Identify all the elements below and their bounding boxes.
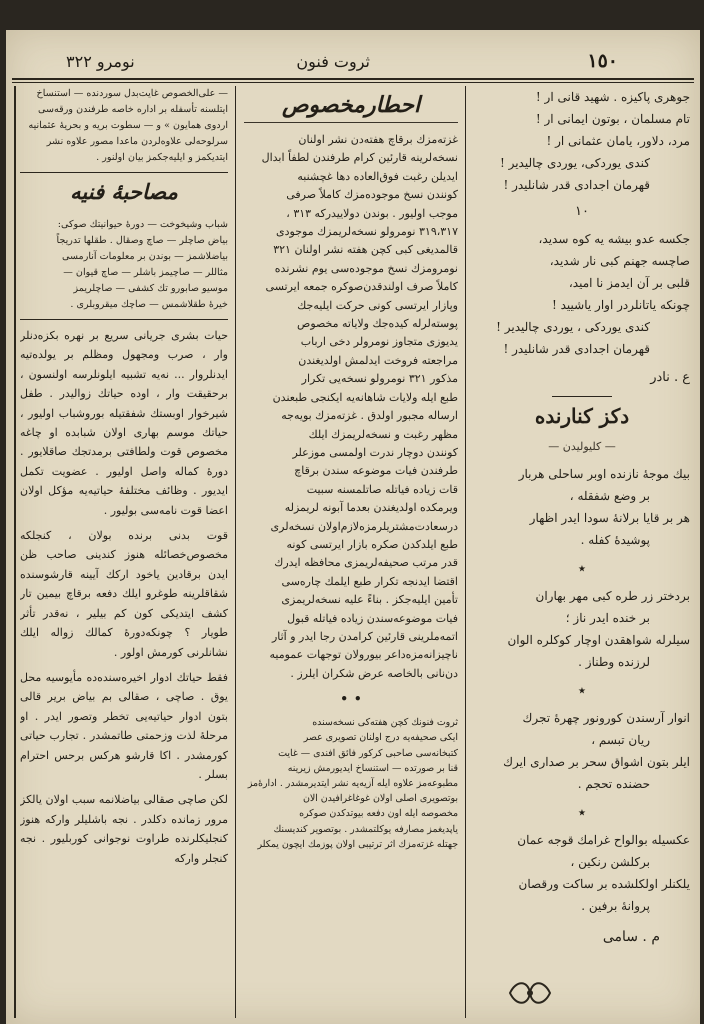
text-line: دن‌نانی بالخاصه عرض شکران ایلرز .	[290, 666, 458, 680]
text-line: موسیو صابورو تك کشفی — صاچلریمز	[73, 283, 228, 294]
verse-line: بردختر زر طره کبی مهر بهاران	[535, 589, 690, 603]
verse-line: قلبی بر آن ایدمز نا امید،	[568, 276, 690, 290]
text-line: قات زیاده فیاتله صاتلمسنه سبیت	[306, 482, 458, 496]
stanza-separator: ٭	[577, 681, 587, 699]
text-line: بوتصویری اصلی اولان غوغا‌غرافیدن الان	[302, 793, 458, 805]
verse-line: سیلرله شواهقدن اوچار کوکلره الوان	[507, 633, 690, 647]
author-note: ع . نادر	[650, 370, 690, 385]
stanza-separator: ٭	[577, 559, 587, 577]
text-line: فیات موضوعه‌سندن زیاده فیاتله قبول	[287, 611, 458, 625]
header-rule-thin	[12, 82, 694, 83]
text-line: ثروت فنونك کچن هفته‌کی نسخه‌سنده	[312, 717, 458, 729]
stanza-number: ١٠	[575, 204, 589, 219]
second-poem-subtitle: — کلیولیدن —	[548, 440, 616, 453]
text-line: ایدیلن رغبت فوق‌العاده دها غچشنبه	[297, 169, 458, 183]
section-separator: • •	[339, 690, 363, 709]
paragraph: فقط حیاتك ادوار اخیره‌سنده‌ده مأیوسیه محل یوق . صاچی ، صقالی بم بیاض بریر قالی بتون ادوار حیاتیه‌یی تخطر وتصور ایدر . او مرحلهٔ لذت وزحمتی طاتمشدر . تجارب حیاتی کورمشدر . اکا قارشو هرکس برحس احترام بسلر .	[20, 670, 228, 781]
paragraph: لکن صاچی صقالی بیاضلانمه سبب اولان یالکز مرور زمانده دکلدر . نجه باشلیلر وارکه هنوز کنجلیکلرنده طراوت نوجوانی کوربلیور . نجه کنجلر وارکه	[20, 793, 228, 865]
text-line: ناچیزانه‌مزه‌داعر بیورولان توجهات عمومیه	[269, 648, 458, 662]
text-line: ارساله مجبور اولدق . غزته‌مزك بو‌یه‌جه	[281, 409, 458, 423]
verse-line: ریان تبسم ،	[591, 733, 650, 747]
verse-line: یلکنلر اولکلشده بر ساکت ورقصان	[518, 877, 690, 891]
text-line: قالمدیغی کبی کچن هفته نشر اولنان ۳۲۱	[273, 243, 458, 257]
section-rule	[20, 172, 228, 173]
second-poem-title: دکز کنارنده	[534, 404, 630, 428]
text-line: وپازار ایرتسی کونی حرکت ایلیه‌جك	[297, 298, 458, 312]
verse-line: مرد، دلاور، یامان عثمانی ار !	[546, 134, 690, 148]
paragraph: حیات بشری جریانی سریع بر نهره بکزه‌دنلر وار ، صرب ومجهول ومظلم بر یولده‌تیه ایدنلروار ... نه‌یه تشبیه ایلونلرسه اولنسون ، برحقیقت وار ، اوده حیاتك زوالیدر . طفل شیرخوار اوبستك شفقتیله بوروشباب اولیور ، حیاتك موسم بهاری اولان شبابده او چاغه مخصوص قوت ولطافتی برمدتجك صاقلایور . دورهٔ کماله واصل اولیور . عضویت تکمل ایدیور . وظائف مختلفهٔ حیاتیه‌یه مؤکل اولان اعضا قوت نامه‌سی بولیور .	[20, 329, 228, 517]
page-edge-rule	[14, 86, 16, 1018]
verse-line: تام مسلمان ، بوتون ایمانی ار !	[535, 112, 690, 126]
text-line: قنا بر صورتده — استنساخ ایدیورمش زیرینه	[287, 762, 458, 774]
text-line: ایتلسنه تأسفله بر اداره خاصه طرفندن ورقه‌سی	[38, 104, 228, 115]
top-fragment	[20, 86, 228, 166]
text-line: درسعادت‌مشتریلرمزه‌لازم‌اولان نسخه‌لری	[270, 519, 458, 533]
notice-title: احطارمخصوص	[244, 92, 458, 123]
article-body	[20, 326, 228, 868]
verse-line: بیك موجهٔ نازنده اوبر ساحلی هربار	[518, 467, 690, 481]
middle-column	[244, 86, 458, 1016]
text-line: قدر مرتب صحیفه‌لریمزی محافظه ایدرك	[274, 556, 458, 570]
text-line: مخصوصه ایله اون دفعه بیوتدکدن صوکره	[299, 808, 458, 820]
contents-summary	[20, 217, 228, 313]
notice-body	[244, 131, 458, 683]
verse-line: بر وضع شفقله ،	[569, 489, 650, 503]
verse-line: کندی یوردکی، یوردی چالیدیر !	[499, 156, 650, 170]
verse-line: کندی یوردکی ، یوردی چالیدیر !	[496, 320, 650, 334]
text-line: طبع ایله ولایات شاهانه‌یه ایکنجی طبعندن	[272, 390, 458, 404]
note-block	[244, 715, 458, 852]
signature: م . سامی	[602, 929, 660, 945]
text-line: بیاضلاشمز — بوندن بر معلومات آنارمسی	[62, 251, 228, 262]
text-line: اقتضا ایدنجه تکرار طبع ایلمك چاره‌سی	[281, 574, 458, 588]
right-column	[474, 86, 690, 1016]
text-line: طرفندن فیات موضوعه سندن برقاچ	[294, 464, 458, 478]
text-line: غزته‌مزك برقاچ هفته‌دن نشر اولنان	[298, 133, 458, 146]
verse-line: بر خنده ایدر ناز ؛	[565, 611, 650, 625]
text-line: نومرومزك نسخ موجوده‌سی یوم نشرنده	[274, 261, 458, 275]
text-line: کونندن دوچار ندرت اولمسی موزعلر	[292, 445, 458, 459]
text-line: کتبخانه‌سی صاحبی کرکور فائق افندی — غایت	[278, 747, 458, 759]
text-line: ایتدیکمز و ایلیه‌جکمز بیان اولنور .	[96, 152, 228, 163]
verse-line: قهرمان اجدادی قدر شانلیدر !	[503, 178, 650, 192]
section-rule	[552, 396, 612, 397]
text-line: ياپدیغمز مصارفه یوکلتمشدر . بوتصویر کندیسنك	[273, 823, 458, 835]
column-divider-left	[235, 86, 236, 1018]
poem-top	[474, 86, 690, 196]
verse-line: چونکه یاتانلردر اوار یاشیید !	[551, 298, 690, 312]
verse-line: جوهری پاکیزه . شهید قانی ار !	[535, 90, 690, 104]
verse-line: ایلر بتون اشواق سحر بر صداری ایرك	[503, 755, 690, 769]
text-line: اتمه‌ملرینی قارئین کرامدن رجا ایدر و آثار	[271, 629, 458, 643]
verse-line: پروانهٔ برفین .	[581, 899, 650, 913]
issue-number: نومرو ٣٢٢	[66, 52, 135, 71]
section-rule	[20, 319, 228, 320]
verse-line: انوار آرسندن کورونور چهرهٔ تجرك	[522, 711, 690, 725]
text-line: پوسته‌لرله کیده‌جك ولایاته مخصوص	[297, 317, 458, 331]
science-column-title: مصاحبهٔ فنیه	[70, 179, 178, 204]
verse-line: پوشیدهٔ کفله .	[580, 533, 650, 547]
column-divider-right	[465, 86, 466, 1018]
text-line: مثاللر — صاچیمز باشلر — صاچ قیوان —	[63, 267, 228, 278]
poem-bottom	[474, 228, 690, 360]
verse-line: جکسه عدو بیشه یه کوه سدید،	[538, 232, 690, 246]
text-line: ۳۱۹،۳۱۷ نومرولو نسخه‌لریمزك موجودی	[276, 225, 458, 239]
newspaper-page	[6, 30, 700, 1024]
text-line: مطبوعه‌مز علاوه ایله آزیه‌یه نشر ایتدیرمشدر . ادارهٔ‌مز	[247, 778, 458, 789]
text-line: نسخه‌لرینه قارئین کرام طرفندن لطفاً ابدال	[261, 151, 458, 165]
text-line: کونندن نسخ موجوده‌مزك کاملاً صرفی	[286, 188, 458, 202]
verse-line: هر بر قایا برلانهٔ سودا ایدر اظهار	[529, 511, 690, 525]
left-column	[20, 86, 228, 1016]
text-line: جهتله غزته‌مزك اثر ترتیبی اولان پوزمك ایچون یمکلر	[257, 838, 458, 850]
text-line: شباب وشیخوخت — دورهٔ حیوانیتك صوکی:	[57, 219, 228, 230]
text-line: مراجعته فروخت ایدلمش اولدیغندن	[298, 353, 458, 367]
verse-line: عکسیله بوالواح غرامك قوجه عمان	[517, 833, 690, 847]
text-line: طبع ایلدکدن صکره بازار ایرتسی کونه	[286, 537, 458, 551]
stanza-separator: ٭	[577, 803, 587, 821]
header-rule	[12, 78, 694, 80]
verse-line: صاچسه جهنم کبی نار شدید،	[549, 254, 690, 268]
verse-line: قهرمان اجدادی قدر شانلیدر !	[503, 342, 650, 356]
page-number: ١٥٠	[587, 50, 618, 72]
text-line: سرلوحه‌لی علاوه‌لردن ماعدا مصور علاوه نشر	[46, 136, 228, 147]
journal-title: ثروت فنون	[296, 52, 370, 71]
text-line: موجب اولیور . بوندن دولاییدرکه ۳۱۳ ،	[286, 206, 458, 220]
text-line: اردوی همایون » و — سطوت بریه و بحریهٔ عثمانیه	[28, 120, 228, 131]
text-line: کاملاً صرف اولندقدن‌صوکره جمعه ایرتسی	[265, 280, 458, 294]
text-line: ویرمکده اولدیغندن بعدما آبونه لریمزله	[284, 501, 458, 515]
verse-line: برکلشن رنکین ،	[570, 855, 650, 869]
second-poem	[474, 463, 690, 917]
text-line: خیرهٔ طقلاشمس — صاچك میقروبلری .	[70, 299, 228, 310]
printer-ornament-icon	[506, 976, 554, 1010]
text-line: مظهر رغبت و نسخه‌لریمزك ایلك	[308, 427, 458, 441]
text-line: تأمین ایلیه‌جکز . بناءً علیه نسخه‌لریمزی	[281, 593, 458, 607]
text-line: مذکور ۳۲۱ نومرولو نسخه‌یی تکرار	[301, 372, 458, 386]
text-line: یدیوزی متجاوز نومرولر دخی ارباب	[300, 335, 458, 349]
paragraph: قوت بدنی برنده بولان ، کنجلکه مخصوص‌خصائله هنوز کندینی صاحب ظن ایدن برقادین یاخود ارکك آیینه قارشوسنده شقاقلرینه طوغرو ایلك دفعه برقاچ بیمین تار کشف ایتدیکی کون کم بیلیر ، نه‌قدر تأثر طویار ؟ چونکه‌دورهٔ کمالك زواله ایلك نشانلرنی کورمش اولور .	[20, 529, 228, 659]
text-line: ایکی صحیفه‌یه درج اولنان تصویری عصر	[303, 732, 458, 744]
verse-line: حضنده تحجم .	[577, 777, 650, 791]
text-line: — علی‌الخصوص غایت‌بدل سوردنده — استنساخ	[36, 88, 228, 99]
verse-line: لرزنده وطناز .	[578, 655, 650, 669]
text-line: بیاض صاچلر — صاچ وصقال . طقلها تدریجاً	[56, 235, 228, 246]
